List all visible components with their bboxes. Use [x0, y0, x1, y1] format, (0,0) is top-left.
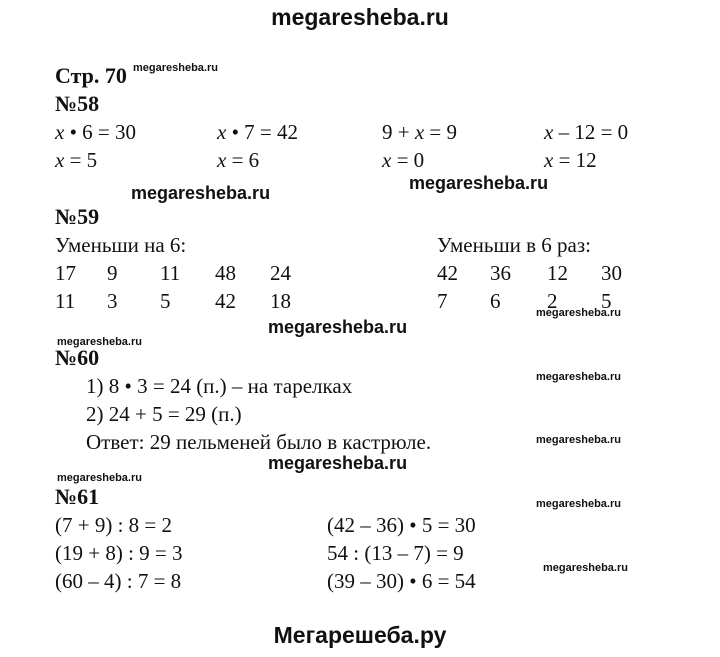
watermark-big: megaresheba.ru [268, 453, 408, 473]
answer-4: x = 12 [544, 148, 597, 172]
site-header: megaresheba.ru [271, 4, 449, 30]
watermark-big: megaresheba.ru [409, 173, 549, 193]
number-cell: 48 [215, 261, 236, 285]
task-60-title: №60 [55, 345, 100, 370]
watermark-small: megaresheba.ru [57, 336, 142, 348]
watermark-big: megaresheba.ru [131, 183, 271, 203]
number-cell: 11 [55, 289, 76, 313]
expression-right-3: (39 – 30) • 6 = 54 [327, 569, 476, 593]
answer-3: x = 0 [382, 148, 425, 172]
solution-step-2: 2) 24 + 5 = 29 (п.) [86, 402, 242, 426]
watermark-small: megaresheba.ru [536, 498, 621, 510]
number-cell: 11 [160, 261, 181, 285]
number-cell: 7 [437, 289, 448, 313]
solution-answer: Ответ: 29 пельменей было в кастрюле. [86, 430, 432, 454]
task-58-title: №58 [55, 91, 100, 116]
number-cell: 2 [547, 289, 558, 313]
expression-left-3: (60 – 4) : 7 = 8 [55, 569, 182, 593]
expression-right-1: (42 – 36) • 5 = 30 [327, 513, 476, 537]
number-cell: 17 [55, 261, 76, 285]
page-number: Стр. 70 [55, 63, 127, 88]
expression-right-2: 54 : (13 – 7) = 9 [327, 541, 464, 565]
task-59-title: №59 [55, 204, 100, 229]
number-cell: 3 [107, 289, 118, 313]
expression-left-2: (19 + 8) : 9 = 3 [55, 541, 183, 565]
number-cell: 5 [601, 289, 612, 313]
equation-2: x • 7 = 42 [217, 120, 299, 144]
number-cell: 24 [270, 261, 291, 285]
number-cell: 36 [490, 261, 511, 285]
watermark-small: megaresheba.ru [536, 434, 621, 446]
equation-3: 9 + x = 9 [382, 120, 458, 144]
task-61-title: №61 [55, 484, 100, 509]
watermark-small: megaresheba.ru [133, 62, 218, 74]
watermark-small: megaresheba.ru [57, 472, 142, 484]
number-cell: 42 [437, 261, 458, 285]
number-cell: 9 [107, 261, 118, 285]
divide-by-label: Уменьши в 6 раз: [437, 233, 591, 257]
solution-step-1: 1) 8 • 3 = 24 (п.) – на тарелках [86, 374, 353, 398]
number-cell: 6 [490, 289, 501, 313]
site-footer: Мегарешеба.ру [273, 622, 447, 648]
equation-4: x – 12 = 0 [544, 120, 629, 144]
number-cell: 12 [547, 261, 568, 285]
number-cell: 30 [601, 261, 622, 285]
number-cell: 42 [215, 289, 236, 313]
equation-1: x • 6 = 30 [55, 120, 137, 144]
watermark-small: megaresheba.ru [536, 371, 621, 383]
answer-1: x = 5 [55, 148, 98, 172]
number-cell: 5 [160, 289, 171, 313]
watermark-small: megaresheba.ru [543, 562, 628, 574]
watermark-big: megaresheba.ru [268, 317, 408, 337]
expression-left-1: (7 + 9) : 8 = 2 [55, 513, 173, 537]
answer-2: x = 6 [217, 148, 260, 172]
watermark-small: megaresheba.ru [536, 307, 621, 319]
decrease-by-label: Уменьши на 6: [55, 233, 187, 257]
number-cell: 18 [270, 289, 291, 313]
